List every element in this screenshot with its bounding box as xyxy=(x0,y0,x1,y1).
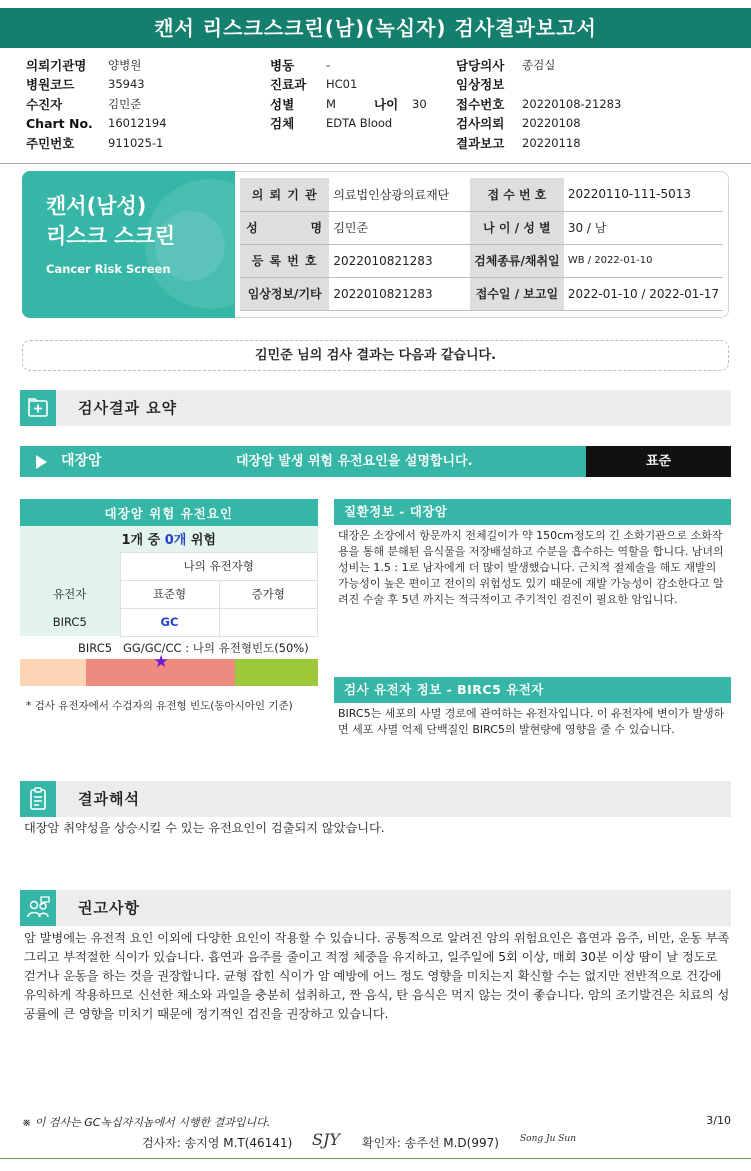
info-value: WB / 2022-01-10 xyxy=(564,244,723,277)
page-number: 3/10 xyxy=(706,1114,731,1127)
info-value: 2022010821283 xyxy=(329,277,470,310)
card-banner xyxy=(22,171,235,318)
footer-divider xyxy=(0,1158,751,1159)
increased-genotype xyxy=(219,608,318,636)
info-label: 검체종류/채취일 xyxy=(470,244,564,277)
table-row xyxy=(240,178,723,211)
section-title: 결과해석 xyxy=(78,790,140,808)
frequency-segment xyxy=(235,659,318,686)
header-value: 20220108 xyxy=(522,116,581,131)
info-value: 의료법인삼광의료재단 xyxy=(329,178,470,211)
info-value: 20220110-111-5013 xyxy=(564,178,723,211)
header-key: 병동 xyxy=(270,57,295,73)
header-key: 병원코드 xyxy=(26,77,75,93)
doctor-consult-icon xyxy=(20,890,56,926)
header-divider xyxy=(0,163,751,164)
cancer-name: 대장암 xyxy=(61,453,102,469)
header-value: EDTA Blood xyxy=(326,116,393,131)
risk-count-suffix: 위험 xyxy=(190,533,216,549)
info-value: 30 / 남 xyxy=(564,211,723,244)
header-key: 검체 xyxy=(270,116,295,132)
standard-genotype: GC xyxy=(120,608,219,636)
header-col-2 xyxy=(270,55,427,133)
section-title: 권고사항 xyxy=(78,899,140,917)
header-value: 20220108-21283 xyxy=(522,96,622,111)
info-value: 김민준 xyxy=(329,211,470,244)
table-row xyxy=(240,277,723,310)
table-row xyxy=(20,608,318,636)
table-row xyxy=(20,580,318,608)
gene-info-header: 검사 유전자 정보 - BIRC5 유전자 xyxy=(334,677,731,703)
card-title-line-1: 캔서(남성) xyxy=(46,194,147,218)
header-value: 16012194 xyxy=(108,116,167,131)
header-value: 양병원 xyxy=(108,57,142,72)
standard-column-label: 표준형 xyxy=(120,580,219,608)
header-key: 임상정보 xyxy=(456,77,505,93)
header-key: 주민번호 xyxy=(26,135,75,151)
header-key: 수진자 xyxy=(26,96,63,112)
section-summary-header xyxy=(20,390,731,426)
info-label: 의 뢰 기 관 xyxy=(240,178,329,211)
header-key: Chart No. xyxy=(26,115,93,131)
risk-table-header: 대장암 위험 유전요인 xyxy=(20,499,318,526)
info-label: 접수일 / 보고일 xyxy=(470,277,564,310)
medical-folder-icon xyxy=(20,390,56,426)
patient-info-table xyxy=(240,178,723,311)
header-key: 진료과 xyxy=(270,77,307,93)
header-value: 35943 xyxy=(108,77,145,92)
frequency-footnote: * 검사 유전자에서 수검자의 유전형 빈도(동아시아인 기준) xyxy=(26,700,293,712)
header-key: 성별 xyxy=(270,96,295,112)
table-row xyxy=(20,499,318,526)
info-label: 등 록 번 호 xyxy=(240,244,329,277)
cancer-type-bar xyxy=(20,446,731,477)
confirmer: 확인자: 송주선 M.D(997) xyxy=(362,1136,499,1150)
confirmer-signature: Song Ju Sun xyxy=(520,1134,577,1144)
info-label: 성 명 xyxy=(240,211,329,244)
header-key: 담당의사 xyxy=(456,57,505,73)
card-title-line-2: 리스크 스크린 xyxy=(46,224,176,248)
risk-factor-table xyxy=(20,499,318,637)
table-row xyxy=(20,552,318,580)
header-value: - xyxy=(326,57,331,72)
frequency-segment xyxy=(20,659,86,686)
header-value: 김민준 xyxy=(108,96,142,111)
header-key: 접수번호 xyxy=(456,96,505,112)
interpretation-text: 대장암 취약성을 상승시킬 수 있는 유전요인이 검출되지 않았습니다. xyxy=(24,821,385,835)
header-col-3 xyxy=(456,55,621,153)
risk-count-value: 0개 xyxy=(164,533,187,549)
section-title: 검사결과 요약 xyxy=(78,399,178,417)
header-value: 20220118 xyxy=(522,135,581,150)
examiner-signature: SJY xyxy=(312,1130,340,1149)
cancer-description: 대장암 발생 위험 유전요인을 설명합니다. xyxy=(236,454,473,469)
card-title xyxy=(46,191,175,251)
genotype-frequency-label: BIRC5 GG/GC/CC : 나의 유전형빈도(50%) xyxy=(78,641,309,655)
header-value: 종검실 xyxy=(522,57,556,72)
header-key: 의뢰기관명 xyxy=(26,57,87,73)
clipboard-icon xyxy=(20,781,56,817)
gene-name: BIRC5 xyxy=(20,608,120,636)
disease-info-header: 질환정보 - 대장암 xyxy=(334,499,731,525)
section-recommendation-header xyxy=(20,890,731,926)
my-genotype-star-icon: ★ xyxy=(153,652,169,672)
section-interpretation-header xyxy=(20,781,731,817)
gene-info-text: BIRC5는 세포의 사멸 경로에 관여하는 유전자입니다. 이 유전자에 변이가 발생하면 세포 사멸 억제 단백질인 BIRC5의 발현량에 영향을 줄 수 있습니다. xyxy=(338,707,725,736)
risk-count-prefix: 1개 중 xyxy=(121,533,161,549)
play-arrow-icon xyxy=(36,455,47,469)
table-row xyxy=(240,211,723,244)
recommendation-text: 암 발병에는 유전적 요인 이외에 다양한 요인이 작용할 수 있습니다. 공통적으로 알려진 암의 위험요인은 흡연과 음주, 비만, 운동 부족 그리고 부적절한 식이가 있습니다. 흡연과 음주를 줄이고 적정 체중을 유지하고, 일주일에 5회 이상, 매회 30분 이상 땀이 날 정도로 걷거나 운동을 하는 것을 권장합니다. 균형 잡힌 식이가 암 예방에 어느 정도 영향을 미치는지 확신할 수는 없지만 전반적으로 건강에 유익하게 작용하므로 신선한 채소와 과일을 충분히 섭취하고, 짠 음식, 탄 음식은 먹지 않는 것이 좋습니다. 암의 조기발견은 치료의 성공률에 큰 영향을 미치기 때문에 정기적인 검진을 권장하고 있습니다. xyxy=(24,931,730,1021)
header-key: 결과보고 xyxy=(456,135,505,151)
table-row xyxy=(240,244,723,277)
report-title: 캔서 리스크스크린(남)(녹십자) 검사결과보고서 xyxy=(0,8,751,48)
disease-info-text: 대장은 소장에서 항문까지 전체길이가 약 150cm정도의 긴 소화기관으로 소화작용을 통해 분해된 음식물을 저장배설하고 수분을 흡수하는 역할을 합니다. 남녀의 성비는 1.5 : 1로 남자에게 더 많이 발생했습니다. 근치적 절제술을 해도 재발의 가능성이 높은 편이고 전이의 위험성도 있기 때문에 재발 가능성이 감소한다고 알려진 수술 후 5년 까지는 적극적이고 주기적인 검진이 필요한 암입니다. xyxy=(338,529,724,606)
header-value: M xyxy=(326,96,336,111)
info-label: 접 수 번 호 xyxy=(470,178,564,211)
card-subtitle: Cancer Risk Screen xyxy=(46,262,171,276)
age-value: 30 xyxy=(412,96,427,111)
info-value: 2022010821283 xyxy=(329,244,470,277)
increased-column-label: 증가형 xyxy=(219,580,318,608)
info-label: 임상정보/기타 xyxy=(240,277,329,310)
header-value: 911025-1 xyxy=(108,135,164,150)
status-badge: 표준 xyxy=(586,446,731,477)
examiner: 검사자: 송지영 M.T(46141) xyxy=(142,1136,293,1150)
genotype-frequency-bar xyxy=(20,659,318,686)
gene-column-label: 유전자 xyxy=(20,580,120,608)
age-key: 나이 xyxy=(374,96,399,112)
empty-cell xyxy=(20,552,120,580)
info-value: 2022-01-10 / 2022-01-17 xyxy=(564,277,723,310)
risk-count xyxy=(20,526,318,552)
footer-note: ※ 이 검사는 GC녹십자지놈에서 시행한 결과입니다. xyxy=(22,1116,271,1129)
my-genotype-label: 나의 유전자형 xyxy=(120,552,318,580)
result-notice: 김민준 님의 검사 결과는 다음과 같습니다. xyxy=(22,340,729,371)
header-value: HC01 xyxy=(326,77,358,92)
header-col-1 xyxy=(26,55,167,153)
table-row xyxy=(20,526,318,552)
header-key: 검사의뢰 xyxy=(456,116,505,132)
info-label: 나 이 / 성 별 xyxy=(470,211,564,244)
